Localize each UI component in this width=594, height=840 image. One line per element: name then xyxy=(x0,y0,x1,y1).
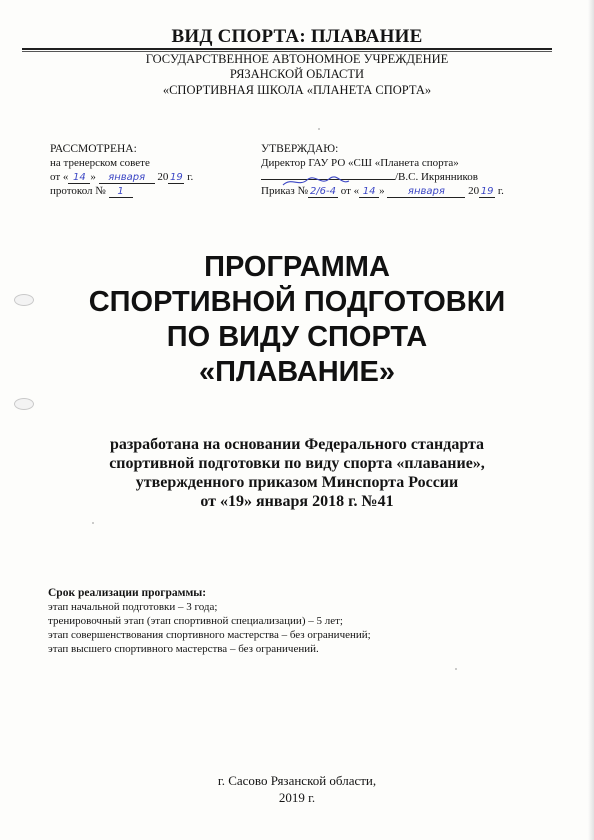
considered-month: января xyxy=(99,172,155,184)
scan-speck xyxy=(455,668,457,670)
considered-label: РАССМОТРЕНА: xyxy=(50,143,137,155)
scan-speck xyxy=(318,128,320,130)
considered-date: от « 14 » января 20 19 г. xyxy=(50,171,194,183)
footer-year: 2019 г. xyxy=(278,790,316,805)
approved-day: 14 xyxy=(359,186,379,198)
developed-line1: разработана на основании Федерального стандарта xyxy=(109,436,485,453)
program-title-line2: СПОРТИВНОЙ ПОДГОТОВКИ xyxy=(88,286,506,318)
org-name-line3: «СПОРТИВНАЯ ШКОЛА «ПЛАНЕТА СПОРТА» xyxy=(162,83,432,97)
developed-line2: спортивной подготовки по виду спорта «плавание», xyxy=(109,455,485,472)
scan-speck xyxy=(92,522,94,524)
approved-year: 19 xyxy=(480,186,494,197)
protocol-number: 1 xyxy=(109,186,133,198)
punch-hole-mark xyxy=(14,294,34,306)
considered-year: 19 xyxy=(170,172,183,183)
punch-hole-mark xyxy=(14,398,34,410)
header-rule-thick xyxy=(22,48,552,50)
approved-month: января xyxy=(387,186,465,198)
terms-item: этап совершенствования спортивного мастерства – без ограничений; xyxy=(48,629,371,641)
program-title-line1: ПРОГРАММА xyxy=(204,251,390,283)
approved-signature-line xyxy=(261,170,504,184)
terms-heading: Срок реализации программы: xyxy=(48,587,207,599)
approved-label: УТВЕРЖДАЮ: xyxy=(261,143,339,155)
terms-block xyxy=(48,586,371,656)
org-name-line2: РЯЗАНСКОЙ ОБЛАСТИ xyxy=(229,67,365,81)
developed-line3: утвержденного приказом Минспорта России xyxy=(135,474,459,491)
approved-order: Приказ № 2/6-4 от « 14 » января 20 19 г. xyxy=(261,185,504,197)
developed-line4: от «19» января 2018 г. №41 xyxy=(200,493,394,510)
footer-city: г. Сасово Рязанской области, xyxy=(217,773,377,788)
terms-item: этап высшего спортивного мастерства – без ограничений. xyxy=(48,643,319,655)
considered-protocol: протокол № 1 xyxy=(50,184,193,198)
approved-block xyxy=(261,142,504,198)
org-name-line1: ГОСУДАРСТВЕННОЕ АВТОНОМНОЕ УЧРЕЖДЕНИЕ xyxy=(145,52,449,66)
considered-day: 14 xyxy=(68,172,90,184)
order-number: 2/6-4 xyxy=(309,186,337,197)
considered-block xyxy=(50,142,193,198)
sport-title: ВИД СПОРТА: ПЛАВАНИЕ xyxy=(171,26,423,47)
signature xyxy=(261,179,395,180)
terms-item: этап начальной подготовки – 3 года; xyxy=(48,601,218,613)
signature-mark xyxy=(281,176,351,188)
page-edge-shadow xyxy=(588,0,594,840)
program-title-line4: «ПЛАВАНИЕ» xyxy=(199,356,395,388)
terms-item: тренировочный этап (этап спортивной специализации) – 5 лет; xyxy=(48,615,343,627)
program-title-line3: ПО ВИДУ СПОРТА xyxy=(166,321,428,353)
considered-council: на тренерском совете xyxy=(50,157,150,169)
approved-signer: /В.С. Икрянников xyxy=(395,171,478,183)
approved-director: Директор ГАУ РО «СШ «Планета спорта» xyxy=(261,157,459,169)
